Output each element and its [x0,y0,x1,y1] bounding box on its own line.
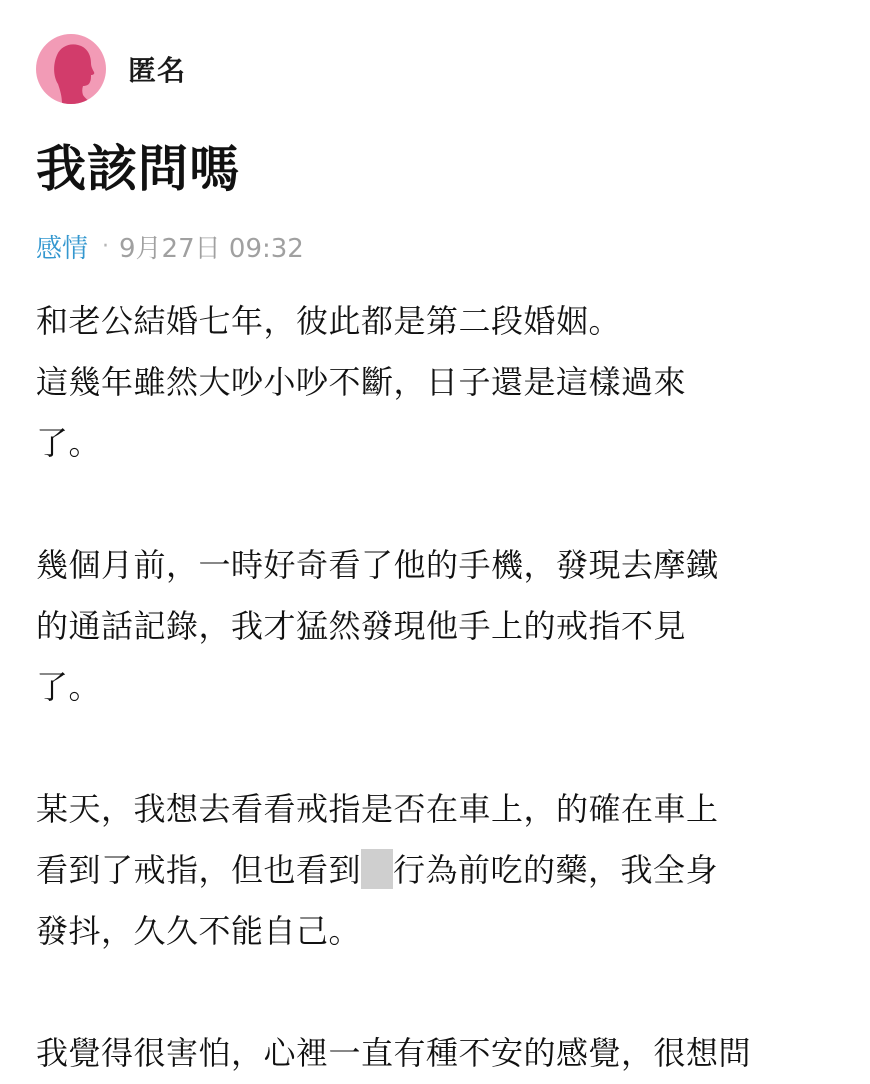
body-line: 某天，我想去看看戒指是否在車上，的確在車上 [36,790,719,828]
body-line: 發抖，久久不能自己。 [36,912,362,950]
post-timestamp: 9月27日 09:32 [119,233,304,264]
paragraph-2 [36,535,836,718]
body-text-segment: 看到了戒指，但也看到 [36,851,362,889]
paragraph-gap [36,962,836,1023]
post-body [36,291,836,1084]
body-line: 幾個月前，一時好奇看了他的手機，發現去摩鐵 [36,546,719,584]
body-text-segment: 行為前吃的藥，我全身 [393,851,719,889]
body-line: 和老公結婚七年，彼此都是第二段婚姻。 [36,302,622,340]
redaction-block [361,849,393,889]
paragraph-4 [36,1023,836,1084]
avatar[interactable] [36,34,106,104]
body-line [36,840,836,901]
paragraph-gap [36,474,836,535]
body-line: 的通話記錄，我才猛然發現他手上的戒指不見 [36,607,687,645]
body-line: 了。 [36,424,102,462]
body-line: 這幾年雖然大吵小吵不斷，日子還是這樣過來 [36,363,687,401]
category-link[interactable]: 感情 [36,233,89,264]
female-silhouette-icon [36,34,106,104]
author-row[interactable] [36,33,186,105]
body-line: 我覺得很害怕，心裡一直有種不安的感覺，很想問 [36,1034,752,1072]
paragraph-1 [36,291,836,474]
post-title: 我該問嗎 [36,140,240,198]
body-line: 了。 [36,668,102,706]
paragraph-gap [36,718,836,779]
paragraph-3 [36,779,836,962]
meta-separator: · [102,233,110,259]
author-name[interactable]: 匿名 [128,54,187,87]
post-meta [36,226,304,266]
